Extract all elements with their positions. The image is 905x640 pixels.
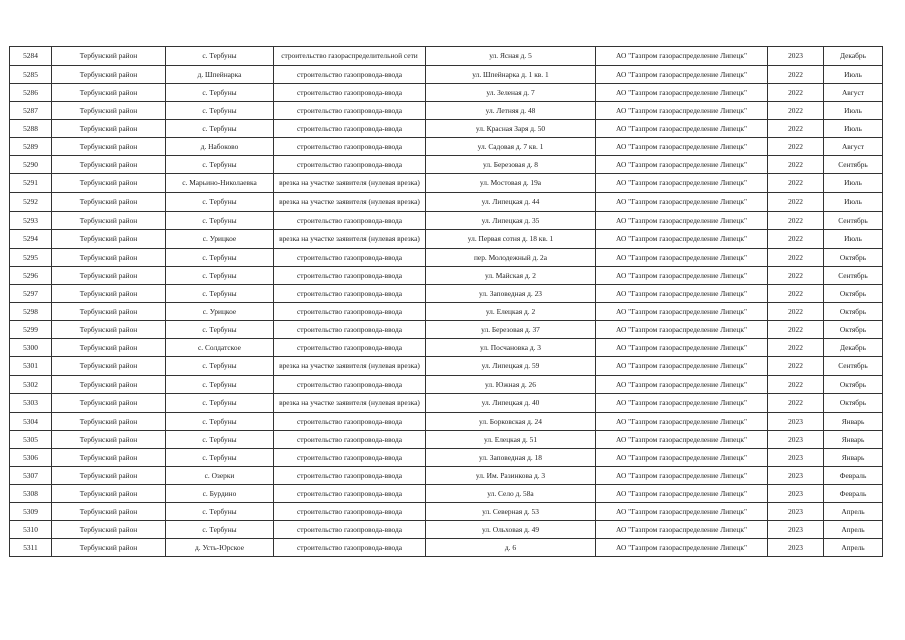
cell-settlement: с. Тербуны xyxy=(166,449,274,467)
cell-month: Сентябрь xyxy=(824,212,883,230)
cell-record-number: 5289 xyxy=(10,138,52,156)
cell-year: 2022 xyxy=(768,212,824,230)
cell-year: 2022 xyxy=(768,193,824,212)
cell-work-type: строительство газопровода-ввода xyxy=(274,66,426,84)
cell-address: ул. Шпейнарка д. 1 кв. 1 xyxy=(426,66,596,84)
cell-year: 2022 xyxy=(768,138,824,156)
cell-district: Тербунский район xyxy=(52,376,166,394)
cell-district: Тербунский район xyxy=(52,212,166,230)
table-row xyxy=(10,357,883,376)
cell-address: ул. Елецкая д. 2 xyxy=(426,303,596,321)
cell-month: Январь xyxy=(824,449,883,467)
cell-settlement: с. Тербуны xyxy=(166,321,274,339)
cell-district: Тербунский район xyxy=(52,84,166,102)
cell-record-number: 5308 xyxy=(10,485,52,503)
cell-district: Тербунский район xyxy=(52,66,166,84)
table-row xyxy=(10,230,883,249)
cell-address: ул. Южная д. 26 xyxy=(426,376,596,394)
cell-organization: АО "Газпром газораспределение Липецк" xyxy=(596,467,768,485)
table-row xyxy=(10,84,883,102)
cell-organization: АО "Газпром газораспределение Липецк" xyxy=(596,394,768,413)
cell-organization: АО "Газпром газораспределение Липецк" xyxy=(596,267,768,285)
cell-organization: АО "Газпром газораспределение Липецк" xyxy=(596,47,768,66)
cell-district: Тербунский район xyxy=(52,431,166,449)
cell-settlement: с. Урицкое xyxy=(166,303,274,321)
cell-work-type: строительство газопровода-ввода xyxy=(274,376,426,394)
table-row xyxy=(10,212,883,230)
cell-year: 2023 xyxy=(768,47,824,66)
cell-work-type: строительство газопровода-ввода xyxy=(274,413,426,431)
cell-work-type: врезка на участке заявителя (нулевая врезка) xyxy=(274,357,426,376)
cell-record-number: 5296 xyxy=(10,267,52,285)
cell-record-number: 5307 xyxy=(10,467,52,485)
cell-organization: АО "Газпром газораспределение Липецк" xyxy=(596,303,768,321)
cell-record-number: 5298 xyxy=(10,303,52,321)
cell-record-number: 5305 xyxy=(10,431,52,449)
cell-record-number: 5301 xyxy=(10,357,52,376)
cell-address: ул. Липецкая д. 44 xyxy=(426,193,596,212)
cell-settlement: д. Набоково xyxy=(166,138,274,156)
cell-work-type: строительство газопровода-ввода xyxy=(274,503,426,521)
cell-work-type: строительство газопровода-ввода xyxy=(274,156,426,174)
cell-month: Август xyxy=(824,138,883,156)
cell-settlement: с. Тербуны xyxy=(166,212,274,230)
table-row xyxy=(10,156,883,174)
cell-month: Июль xyxy=(824,193,883,212)
cell-work-type: врезка на участке заявителя (нулевая врезка) xyxy=(274,193,426,212)
cell-district: Тербунский район xyxy=(52,503,166,521)
cell-record-number: 5291 xyxy=(10,174,52,193)
cell-district: Тербунский район xyxy=(52,230,166,249)
cell-month: Октябрь xyxy=(824,376,883,394)
table-row xyxy=(10,539,883,557)
cell-settlement: с. Тербуны xyxy=(166,357,274,376)
cell-district: Тербунский район xyxy=(52,339,166,357)
cell-record-number: 5302 xyxy=(10,376,52,394)
table-row xyxy=(10,66,883,84)
cell-work-type: строительство газопровода-ввода xyxy=(274,120,426,138)
cell-year: 2022 xyxy=(768,339,824,357)
cell-record-number: 5299 xyxy=(10,321,52,339)
cell-record-number: 5311 xyxy=(10,539,52,557)
cell-work-type: строительство газопровода-ввода xyxy=(274,267,426,285)
cell-address: ул. Липецкая д. 40 xyxy=(426,394,596,413)
cell-district: Тербунский район xyxy=(52,303,166,321)
cell-settlement: с. Тербуны xyxy=(166,285,274,303)
cell-work-type: врезка на участке заявителя (нулевая врезка) xyxy=(274,174,426,193)
cell-month: Декабрь xyxy=(824,339,883,357)
cell-organization: АО "Газпром газораспределение Липецк" xyxy=(596,539,768,557)
cell-settlement: с. Марьино-Николаевка xyxy=(166,174,274,193)
cell-month: Август xyxy=(824,84,883,102)
cell-month: Октябрь xyxy=(824,321,883,339)
table-row xyxy=(10,376,883,394)
cell-settlement: с. Озерки xyxy=(166,467,274,485)
table-row xyxy=(10,120,883,138)
cell-year: 2023 xyxy=(768,467,824,485)
cell-work-type: строительство газораспределительной сети xyxy=(274,47,426,66)
cell-address: ул. Заповедная д. 23 xyxy=(426,285,596,303)
cell-district: Тербунский район xyxy=(52,193,166,212)
cell-work-type: строительство газопровода-ввода xyxy=(274,212,426,230)
cell-organization: АО "Газпром газораспределение Липецк" xyxy=(596,102,768,120)
cell-year: 2022 xyxy=(768,267,824,285)
table-row xyxy=(10,485,883,503)
table-row xyxy=(10,339,883,357)
cell-settlement: с. Тербуны xyxy=(166,193,274,212)
cell-record-number: 5300 xyxy=(10,339,52,357)
cell-address: ул. Посчановка д. 3 xyxy=(426,339,596,357)
cell-district: Тербунский район xyxy=(52,467,166,485)
cell-settlement: д. Шпейнарка xyxy=(166,66,274,84)
cell-address: ул. Им. Разинкова д. 3 xyxy=(426,467,596,485)
cell-address: ул. Липецкая д. 59 xyxy=(426,357,596,376)
cell-year: 2022 xyxy=(768,394,824,413)
cell-month: Сентябрь xyxy=(824,357,883,376)
cell-settlement: с. Тербуны xyxy=(166,413,274,431)
cell-district: Тербунский район xyxy=(52,285,166,303)
cell-settlement: с. Тербуны xyxy=(166,156,274,174)
table-body xyxy=(10,47,883,557)
cell-month: Декабрь xyxy=(824,47,883,66)
cell-organization: АО "Газпром газораспределение Липецк" xyxy=(596,84,768,102)
cell-year: 2022 xyxy=(768,230,824,249)
cell-organization: АО "Газпром газораспределение Липецк" xyxy=(596,503,768,521)
cell-month: Июль xyxy=(824,120,883,138)
cell-year: 2022 xyxy=(768,249,824,267)
cell-settlement: с. Тербуны xyxy=(166,102,274,120)
cell-work-type: строительство газопровода-ввода xyxy=(274,84,426,102)
cell-organization: АО "Газпром газораспределение Липецк" xyxy=(596,66,768,84)
cell-record-number: 5286 xyxy=(10,84,52,102)
cell-record-number: 5293 xyxy=(10,212,52,230)
cell-work-type: врезка на участке заявителя (нулевая врезка) xyxy=(274,230,426,249)
table-row xyxy=(10,285,883,303)
cell-month: Октябрь xyxy=(824,249,883,267)
cell-work-type: строительство газопровода-ввода xyxy=(274,285,426,303)
cell-month: Сентябрь xyxy=(824,267,883,285)
gasification-register-table xyxy=(9,46,883,557)
cell-year: 2022 xyxy=(768,321,824,339)
cell-record-number: 5309 xyxy=(10,503,52,521)
cell-year: 2022 xyxy=(768,174,824,193)
cell-work-type: строительство газопровода-ввода xyxy=(274,102,426,120)
cell-year: 2023 xyxy=(768,485,824,503)
cell-address: ул. Елецкая д. 51 xyxy=(426,431,596,449)
cell-month: Январь xyxy=(824,431,883,449)
cell-month: Июль xyxy=(824,66,883,84)
cell-organization: АО "Газпром газораспределение Липецк" xyxy=(596,249,768,267)
cell-district: Тербунский район xyxy=(52,413,166,431)
cell-work-type: строительство газопровода-ввода xyxy=(274,431,426,449)
cell-month: Июль xyxy=(824,174,883,193)
cell-organization: АО "Газпром газораспределение Липецк" xyxy=(596,376,768,394)
cell-organization: АО "Газпром газораспределение Липецк" xyxy=(596,120,768,138)
cell-district: Тербунский район xyxy=(52,47,166,66)
cell-work-type: строительство газопровода-ввода xyxy=(274,521,426,539)
cell-organization: АО "Газпром газораспределение Липецк" xyxy=(596,230,768,249)
cell-year: 2023 xyxy=(768,503,824,521)
cell-month: Апрель xyxy=(824,503,883,521)
cell-record-number: 5306 xyxy=(10,449,52,467)
cell-month: Июль xyxy=(824,102,883,120)
cell-record-number: 5303 xyxy=(10,394,52,413)
cell-settlement: с. Тербуны xyxy=(166,394,274,413)
cell-settlement: с. Тербуны xyxy=(166,84,274,102)
cell-record-number: 5284 xyxy=(10,47,52,66)
cell-district: Тербунский район xyxy=(52,394,166,413)
table-row xyxy=(10,193,883,212)
cell-address: ул. Летняя д. 48 xyxy=(426,102,596,120)
cell-settlement: с. Тербуны xyxy=(166,120,274,138)
cell-organization: АО "Газпром газораспределение Липецк" xyxy=(596,413,768,431)
cell-record-number: 5304 xyxy=(10,413,52,431)
cell-year: 2023 xyxy=(768,413,824,431)
cell-year: 2022 xyxy=(768,156,824,174)
table-row xyxy=(10,521,883,539)
cell-address: ул. Березовая д. 37 xyxy=(426,321,596,339)
cell-year: 2022 xyxy=(768,66,824,84)
cell-district: Тербунский район xyxy=(52,249,166,267)
cell-month: Октябрь xyxy=(824,394,883,413)
table-row xyxy=(10,138,883,156)
cell-district: Тербунский район xyxy=(52,102,166,120)
cell-district: Тербунский район xyxy=(52,449,166,467)
cell-work-type: строительство газопровода-ввода xyxy=(274,138,426,156)
cell-organization: АО "Газпром газораспределение Липецк" xyxy=(596,485,768,503)
table-row xyxy=(10,321,883,339)
cell-organization: АО "Газпром газораспределение Липецк" xyxy=(596,321,768,339)
table-row xyxy=(10,303,883,321)
cell-address: ул. Ясная д. 5 xyxy=(426,47,596,66)
cell-work-type: строительство газопровода-ввода xyxy=(274,303,426,321)
cell-record-number: 5287 xyxy=(10,102,52,120)
cell-work-type: врезка на участке заявителя (нулевая врезка) xyxy=(274,394,426,413)
cell-settlement: с. Бурдино xyxy=(166,485,274,503)
table-row xyxy=(10,449,883,467)
cell-year: 2022 xyxy=(768,303,824,321)
cell-year: 2022 xyxy=(768,376,824,394)
cell-settlement: с. Тербуны xyxy=(166,503,274,521)
cell-record-number: 5294 xyxy=(10,230,52,249)
cell-organization: АО "Газпром газораспределение Липецк" xyxy=(596,339,768,357)
cell-address: ул. Ольховая д. 49 xyxy=(426,521,596,539)
cell-address: ул. Зеленая д. 7 xyxy=(426,84,596,102)
cell-address: пер. Молодежный д. 2а xyxy=(426,249,596,267)
cell-address: ул. Майская д. 2 xyxy=(426,267,596,285)
table-row xyxy=(10,47,883,66)
cell-address: ул. Мостовая д. 19а xyxy=(426,174,596,193)
cell-organization: АО "Газпром газораспределение Липецк" xyxy=(596,357,768,376)
cell-settlement: с. Тербуны xyxy=(166,267,274,285)
cell-work-type: строительство газопровода-ввода xyxy=(274,485,426,503)
cell-year: 2022 xyxy=(768,357,824,376)
cell-settlement: с. Тербуны xyxy=(166,47,274,66)
cell-district: Тербунский район xyxy=(52,357,166,376)
cell-district: Тербунский район xyxy=(52,485,166,503)
table-row xyxy=(10,413,883,431)
cell-district: Тербунский район xyxy=(52,539,166,557)
cell-address: ул. Березовая д. 8 xyxy=(426,156,596,174)
cell-address: ул. Липецкая д. 35 xyxy=(426,212,596,230)
cell-month: Февраль xyxy=(824,485,883,503)
cell-organization: АО "Газпром газораспределение Липецк" xyxy=(596,449,768,467)
cell-year: 2023 xyxy=(768,521,824,539)
table-row xyxy=(10,102,883,120)
cell-work-type: строительство газопровода-ввода xyxy=(274,539,426,557)
cell-settlement: с. Урицкое xyxy=(166,230,274,249)
cell-settlement: с. Тербуны xyxy=(166,521,274,539)
cell-organization: АО "Газпром газораспределение Липецк" xyxy=(596,174,768,193)
cell-settlement: д. Усть-Юрское xyxy=(166,539,274,557)
cell-district: Тербунский район xyxy=(52,156,166,174)
cell-month: Октябрь xyxy=(824,285,883,303)
cell-settlement: с. Тербуны xyxy=(166,431,274,449)
cell-month: Апрель xyxy=(824,539,883,557)
cell-month: Январь xyxy=(824,413,883,431)
cell-month: Сентябрь xyxy=(824,156,883,174)
cell-work-type: строительство газопровода-ввода xyxy=(274,249,426,267)
table-row xyxy=(10,249,883,267)
cell-settlement: с. Солдатское xyxy=(166,339,274,357)
cell-address: ул. Садовая д. 7 кв. 1 xyxy=(426,138,596,156)
table-row xyxy=(10,394,883,413)
cell-year: 2022 xyxy=(768,84,824,102)
cell-district: Тербунский район xyxy=(52,267,166,285)
table-row xyxy=(10,267,883,285)
cell-address: ул. Борковская д. 24 xyxy=(426,413,596,431)
cell-organization: АО "Газпром газораспределение Липецк" xyxy=(596,212,768,230)
cell-work-type: строительство газопровода-ввода xyxy=(274,449,426,467)
cell-record-number: 5292 xyxy=(10,193,52,212)
table-row xyxy=(10,431,883,449)
cell-work-type: строительство газопровода-ввода xyxy=(274,321,426,339)
cell-work-type: строительство газопровода-ввода xyxy=(274,467,426,485)
table-row xyxy=(10,467,883,485)
cell-year: 2022 xyxy=(768,285,824,303)
cell-address: д. 6 xyxy=(426,539,596,557)
cell-month: Июль xyxy=(824,230,883,249)
table-row xyxy=(10,174,883,193)
cell-year: 2022 xyxy=(768,120,824,138)
cell-year: 2023 xyxy=(768,449,824,467)
cell-record-number: 5295 xyxy=(10,249,52,267)
cell-year: 2023 xyxy=(768,539,824,557)
cell-year: 2023 xyxy=(768,431,824,449)
cell-record-number: 5297 xyxy=(10,285,52,303)
cell-organization: АО "Газпром газораспределение Липецк" xyxy=(596,193,768,212)
cell-organization: АО "Газпром газораспределение Липецк" xyxy=(596,431,768,449)
cell-district: Тербунский район xyxy=(52,521,166,539)
cell-organization: АО "Газпром газораспределение Липецк" xyxy=(596,521,768,539)
cell-record-number: 5290 xyxy=(10,156,52,174)
cell-district: Тербунский район xyxy=(52,138,166,156)
cell-settlement: с. Тербуны xyxy=(166,376,274,394)
cell-address: ул. Заповедная д. 18 xyxy=(426,449,596,467)
cell-settlement: с. Тербуны xyxy=(166,249,274,267)
cell-address: ул. Красная Заря д. 50 xyxy=(426,120,596,138)
cell-record-number: 5285 xyxy=(10,66,52,84)
cell-record-number: 5310 xyxy=(10,521,52,539)
cell-month: Октябрь xyxy=(824,303,883,321)
cell-year: 2022 xyxy=(768,102,824,120)
cell-organization: АО "Газпром газораспределение Липецк" xyxy=(596,156,768,174)
cell-month: Апрель xyxy=(824,521,883,539)
table-row xyxy=(10,503,883,521)
cell-organization: АО "Газпром газораспределение Липецк" xyxy=(596,138,768,156)
cell-address: ул. Село д. 58а xyxy=(426,485,596,503)
cell-month: Февраль xyxy=(824,467,883,485)
cell-address: ул. Северная д. 53 xyxy=(426,503,596,521)
cell-district: Тербунский район xyxy=(52,120,166,138)
cell-address: ул. Первая сотня д. 18 кв. 1 xyxy=(426,230,596,249)
cell-district: Тербунский район xyxy=(52,174,166,193)
cell-organization: АО "Газпром газораспределение Липецк" xyxy=(596,285,768,303)
cell-record-number: 5288 xyxy=(10,120,52,138)
cell-work-type: строительство газопровода-ввода xyxy=(274,339,426,357)
cell-district: Тербунский район xyxy=(52,321,166,339)
